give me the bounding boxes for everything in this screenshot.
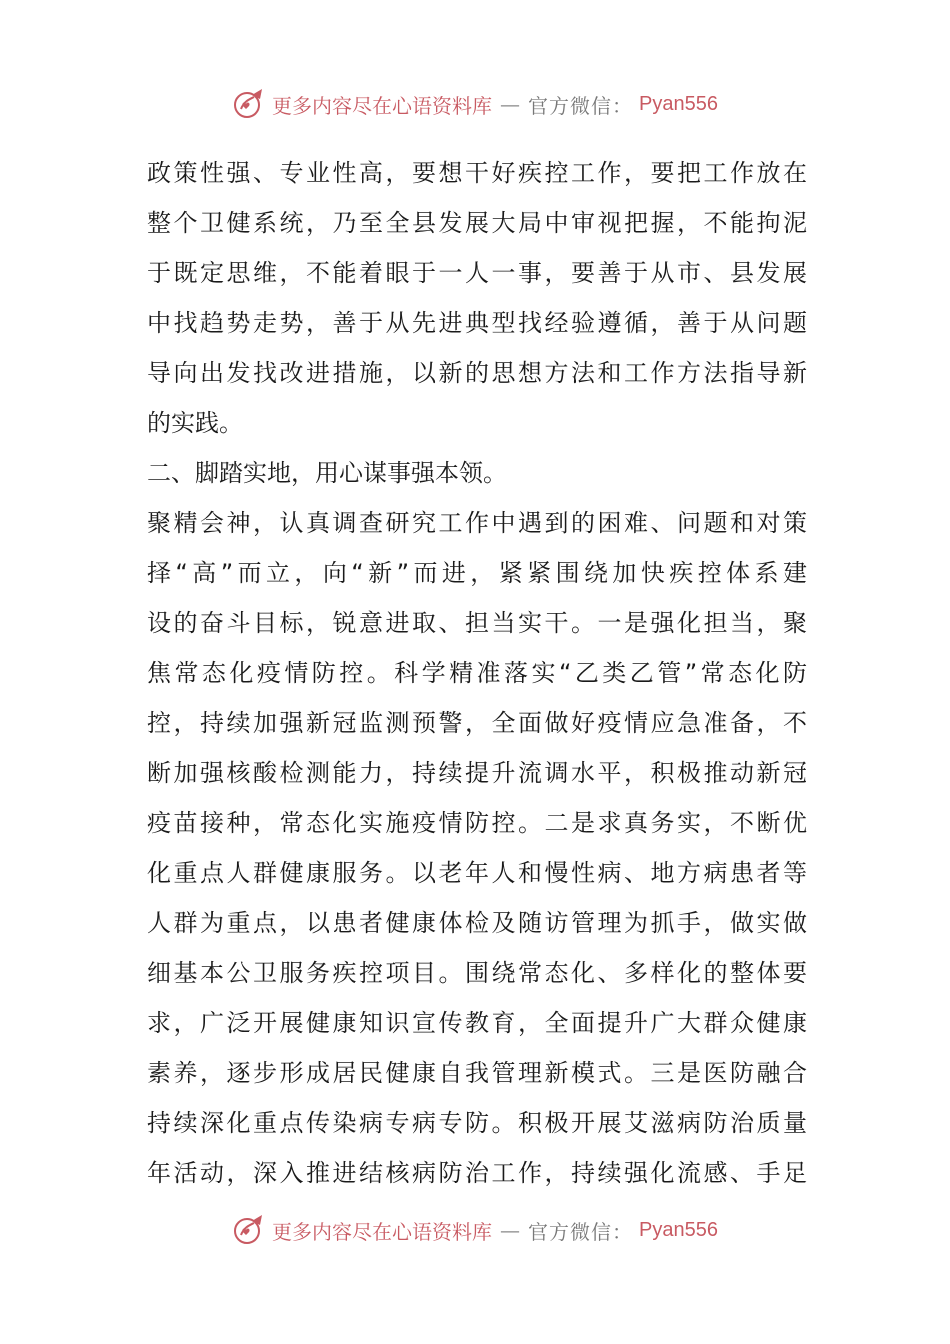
document-body: [147, 148, 807, 1198]
header-wechat-account: Pyan556: [639, 92, 718, 115]
text-line: 人群为重点，以患者健康体检及随访管理为抓手，做实做: [147, 909, 807, 937]
header-wechat-label: 官方微信：: [528, 93, 634, 118]
text-line: 导向出发找改进措施，以新的思想方法和工作方法指导新: [147, 359, 807, 387]
text-line: 细基本公卫服务疾控项目。围绕常态化、多样化的整体要: [147, 959, 807, 987]
pen-heart-logo-icon: [232, 1213, 266, 1247]
footer-watermark-banner: [0, 1210, 950, 1250]
text-line: 化重点人群健康服务。以老年人和慢性病、地方病患者等: [147, 859, 807, 887]
footer-dash: —: [500, 1218, 521, 1242]
text-line: 聚精会神，认真调查研究工作中遇到的困难、问题和对策: [147, 509, 807, 537]
header-brand-text: 更多内容尽在心语资料库: [272, 93, 493, 118]
text-line: 断加强核酸检测能力，持续提升流调水平，积极推动新冠: [147, 759, 807, 787]
text-line: 政策性强、专业性高，要想干好疾控工作，要把工作放在: [147, 159, 807, 187]
text-line: 持续深化重点传染病专病专防。积极开展艾滋病防治质量: [147, 1109, 807, 1137]
pen-heart-logo-icon: [232, 87, 266, 121]
footer-brand-text: 更多内容尽在心语资料库: [272, 1219, 493, 1244]
footer-wechat-label: 官方微信：: [528, 1219, 634, 1244]
text-line: 的实践。: [147, 409, 243, 437]
text-line: 择“高”而立，向“新”而进，紧紧围绕加快疾控体系建: [147, 559, 807, 587]
text-line: 焦常态化疫情防控。科学精准落实“乙类乙管”常态化防: [147, 659, 807, 687]
header-dash: —: [500, 92, 521, 116]
text-line: 控，持续加强新冠监测预警，全面做好疫情应急准备，不: [147, 709, 807, 737]
text-line: 整个卫健系统，乃至全县发展大局中审视把握，不能拘泥: [147, 209, 807, 237]
text-line: 素养，逐步形成居民健康自我管理新模式。三是医防融合: [147, 1059, 807, 1087]
text-line: 设的奋斗目标，锐意进取、担当实干。一是强化担当，聚: [147, 609, 807, 637]
section-heading: 二、脚踏实地，用心谋事强本领。: [147, 459, 507, 487]
text-line: 年活动，深入推进结核病防治工作，持续强化流感、手足: [147, 1159, 807, 1187]
header-watermark-banner: [0, 84, 950, 124]
text-line: 求，广泛开展健康知识宣传教育，全面提升广大群众健康: [147, 1009, 807, 1037]
text-line: 中找趋势走势，善于从先进典型找经验遵循，善于从问题: [147, 309, 807, 337]
footer-wechat-account: Pyan556: [639, 1218, 718, 1241]
text-line: 于既定思维，不能着眼于一人一事，要善于从市、县发展: [147, 259, 807, 287]
text-line: 疫苗接种，常态化实施疫情防控。二是求真务实，不断优: [147, 809, 807, 837]
